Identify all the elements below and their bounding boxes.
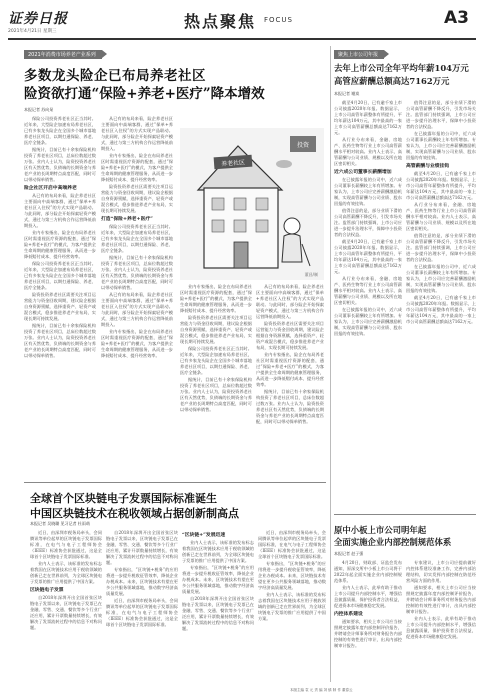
paragraph: 从已有的布局来看，险企养老社区主要面向中高端客群，通过“保单+养老社区入住权”的方式实现产品联动。与此同时，部分险企开始探索轻资产模式，通过与第三方机构合作运营降低前期投入。 <box>101 292 173 327</box>
right1-column-2 <box>406 100 476 510</box>
right2-headline-line1: 原中小板上市公司明年起 <box>334 525 427 535</box>
story1-column-1 <box>24 116 96 476</box>
story1-tag: 2021年消费市场养老产业系列 <box>24 50 102 59</box>
story2-headline-line2: 中国区块链技术在税收领域占据创新制高点 <box>30 507 239 520</box>
page-number: A3 <box>444 8 469 28</box>
paragraph: 截至4月20日，已有逾千家上市公司披露2020年年报。数据显示，上市公司高管年薪整体有所提升，平均年薪达104万元，其中最高的一家上市公司高管薪酬总额高达7162万元。 <box>406 295 476 324</box>
paper-logo: 证券日报 <box>8 11 68 27</box>
paragraph: 自2018年深圳开出全国首张区块链电子发票以来，区块链电子发票已在金融、零售、交通、餐饮等多个行业广泛应用，累计开票数量持续增长，有效解决了发票流转过程中的信息不对称问题。 <box>182 596 254 631</box>
paragraph: 业内人士表示，该标准的发布标志着我国在区块链技术应用于税收领域的创新已走在世界前列，为全球区块链电子发票的推广应用提供了中国方案。 <box>182 540 254 563</box>
paragraph: 值得注意的是，部分业绩下滑的公司高管薪酬不降反升，引发市场关注。监管部门持续强调，上市公司应进一步提升治理水平，保障中小投资者的合法权益。 <box>334 208 402 237</box>
paragraph: 业内人士表示，此举有助于推动上市公司提升内部控制水平，增强信息披露质量，保护投资者合法权益，促进资本市场健康稳定发展。 <box>406 616 476 639</box>
subheading: 打造“保险+养老+医疗” <box>101 216 153 222</box>
paragraph: 险资投资养老社区需要关注项目运营能力与资金回收周期，建议险企根据自身资源禀赋，选择重资产、轻资产或混合模式，稳步推进养老产业布局，实现长期可持续发展。 <box>256 321 324 350</box>
paragraph: 业内专家指出，险企在布局养老社区时需重视医疗资源的配套，通过“保险+养老+医疗”的模式，为客户提供全生命周期的健康管理服务，从而进一步降低赔付成本、提升经营效率。 <box>101 329 173 358</box>
paragraph: 从已有的布局来看，险企养老社区主要面向中高端客群，通过“保单+养老社区入住权”的方式实现产品联动。与此同时，部分险企开始探索轻资产模式，通过与第三方机构合作运营降低前期投入。 <box>101 116 173 151</box>
subheading: 内控体系建设 <box>334 611 363 617</box>
story1-byline: 本报记者 苏向杲 <box>24 107 54 112</box>
paragraph: 从行业分布来看，金融、房地产、医药生物等行业上市公司高管薪酬水平相对较高。业内人士表示，高管薪酬与公司业绩、规模以及所在地区密切相关。 <box>406 202 476 231</box>
subheading: 险企社区开启中高端养老 <box>24 185 77 191</box>
paragraph: 业内专家指出，险企在布局养老社区时需重视医疗资源的配套，通过“保险+养老+医疗”的模式，为客户提供全生命周期的健康管理服务，从而进一步降低赔付成本、提升经营效率。 <box>101 153 173 182</box>
paragraph: 在已披露年报的公司中，近六成公司董事长薪酬较上年有所增加。专家认为，上市公司应完善薪酬激励机制，实现高管薪酬与公司业绩、股东回报的有效挂钩。 <box>406 264 476 293</box>
paragraph: 在已披露年报的公司中，近六成公司董事长薪酬较上年有所增加。专家认为，上市公司应完善薪酬激励机制，实现高管薪酬与公司业绩、股东回报的有效挂钩。 <box>334 307 402 336</box>
paragraph: 截至4月20日，已有逾千家上市公司披露2020年年报。数据显示，上市公司高管年薪整体有所提升，平均年薪达104万元，其中最高的一家上市公司高管薪酬总额高达7162万元。 <box>406 171 476 200</box>
coin-icon <box>276 160 292 168</box>
page-footer: 本版主编 袁 元 责 编 刘 慎 制 作 董春云 <box>290 688 353 692</box>
subheading: 区块链电子发票 <box>30 587 64 593</box>
story1-column-4 <box>256 284 324 476</box>
story1-column-2 <box>101 116 173 476</box>
illustration-credit: 董昌/制 <box>304 272 318 277</box>
paragraph: 业内专家指出，险企在布局养老社区时需重视医疗资源的配套，通过“保险+养老+医疗”的模式，为客户提供全生命周期的健康管理服务，从而进一步降低赔付成本、提升经营效率。 <box>24 230 96 259</box>
story2-column-4 <box>258 530 326 682</box>
right2-byline: 本报记者 赵子强 <box>334 551 364 556</box>
section-title: 热点聚焦 <box>184 12 257 31</box>
story2-headline-line1: 全球首个区块链电子发票国际标准诞生 <box>30 492 217 505</box>
right2-column-2 <box>406 560 476 684</box>
paragraph: 从行业分布来看，金融、房地产、医药生物等行业上市公司高管薪酬水平相对较高。业内人士表示，高管薪酬与公司业绩、规模以及所在地区密切相关。 <box>334 276 402 305</box>
paragraph: 业内专家指出，险企在布局养老社区时需重视医疗资源的配套，通过“保险+养老+医疗”的模式，为客户提供全生命周期的健康管理服务，从而进一步降低赔付成本、提升经营效率。 <box>180 284 252 313</box>
paragraph: 保险公司投资养老社区正当其时。近年来，大型险企加速布局养老社区，已有多家龙头险企在全国多个城市落地养老社区项目，以期打通保险、养老、医疗全链条。 <box>24 116 96 145</box>
right2-headline-line2: 全面实施企业内部控制规范体系 <box>334 537 452 547</box>
paragraph: 保险公司投资养老社区正当其时。近年来，大型险企加速布局养老社区，已有多家龙头险企在全国多个城市落地养老社区项目，以期打通保险、养老、医疗全链条。 <box>101 224 173 253</box>
paragraph: 保险公司投资养老社区正当其时。近年来，大型险企加速布局养老社区，已有多家龙头险企在全国多个城市落地养老社区项目，以期打通保险、养老、医疗全链条。 <box>180 346 252 375</box>
subheading: 高管薪酬与业绩挂钩 <box>406 163 450 169</box>
paragraph: 自2018年深圳开出全国首张区块链电子发票以来，区块链电子发票已在金融、零售、交通、餐饮等多个行业广泛应用，累计开票数量持续增长，有效解决了发票流转过程中的信息不对称问题。 <box>106 530 178 565</box>
story2-column-2 <box>106 530 178 682</box>
paragraph: 据统计，目前已有十余家保险机构投资了养老社区项目，总床位数超过数万张。业内人士认为，险资投资养老社区有天然优势，负债端的长期资金与养老产业的长周期特点高度匹配，同时可以带动保单销售。 <box>101 255 173 290</box>
right1-tag: 聚焦上市公司年报 <box>334 50 384 59</box>
section-divider <box>334 514 476 515</box>
right1-headline-line1: 去年上市公司全年平均年薪104万元 <box>334 63 469 73</box>
paragraph: 据统计，目前已有十余家保险机构投资了养老社区项目，总床位数超过数万张。业内人士认为，险资投资养老社区有天然优势，负债端的长期资金与养老产业的长周期特点高度匹配，同时可以带动保单销售。 <box>256 389 324 424</box>
paragraph: 专家指出，“区块链+税务”的应用将进一步提升税收征管效率，降低企业办税成本。未来，区块链技术有望在更多公共服务领域落地，推动数字经济高质量发展。 <box>106 567 178 596</box>
paragraph: 从已有的布局来看，险企养老社区主要面向中高端客群，通过“保单+养老社区入住权”的方式实现产品联动。与此同时，部分险企开始探索轻资产模式，通过与第三方机构合作运营降低前期投入。 <box>24 193 96 228</box>
house-sign-text: 养老社区 <box>220 159 246 168</box>
story2-column-1 <box>30 530 102 682</box>
paragraph: 险资投资养老社区需要关注项目运营能力与资金回收周期，建议险企根据自身资源禀赋，选择重资产、轻资产或混合模式，稳步推进养老产业布局，实现长期可持续发展。 <box>24 292 96 321</box>
story1-headline-line1: 多数龙头险企已布局养老社区 <box>24 68 206 84</box>
paragraph: 从已有的布局来看，险企养老社区主要面向中高端客群，通过“保单+养老社区入住权”的方式实现产品联动。与此同时，部分险企开始探索轻资产模式，通过与第三方机构合作运营降低前期投入。 <box>256 284 324 319</box>
paragraph: 值得注意的是，部分业绩下滑的公司高管薪酬不降反升，引发市场关注。监管部门持续强调，上市公司应进一步提升治理水平，保障中小投资者的合法权益。 <box>406 233 476 262</box>
house-illustration <box>180 128 324 280</box>
right1-headline-line2: 高管应薪酬总额高达7162万元 <box>334 76 450 86</box>
subheading: 近六成公司董事长薪酬增加 <box>334 169 392 175</box>
paragraph: 业内人士表示，该标准的发布标志着我国在区块链技术应用于税收领域的创新已走在世界前列，为全球区块链电子发票的推广应用提供了中国方案。 <box>258 592 326 621</box>
story1-column-3 <box>180 284 252 476</box>
paragraph: 险资投资养老社区需要关注项目运营能力与资金回收周期，建议险企根据自身资源禀赋，选择重资产、轻资产或混合模式，稳步推进养老产业布局，实现长期可持续发展。 <box>101 184 173 213</box>
paragraph: 据统计，目前已有十余家保险机构投资了养老社区项目，总床位数超过数万张。业内人士认为，险资投资养老社区有天然优势，负债端的长期资金与养老产业的长周期特点高度匹配，同时可以带动保单销售。 <box>24 323 96 358</box>
story2-byline: 本报记者 吴晓璐 见习记者 杜雨萌 <box>30 521 90 526</box>
paragraph: 通知要求，相关上市公司应当按照规定披露年度内部控制评价报告，并聘请会计师事务所对财务报告内部控制的有效性进行审计，出具内部控制审计报告。 <box>334 619 402 648</box>
right1-byline: 本报记者 谢岚 <box>334 91 360 96</box>
paragraph: 专家建议，上市公司应提前做好内控体系建设准备工作，完善内部治理结构，切实发挥内部控制在防范经营风险方面的作用。 <box>406 560 476 583</box>
paragraph: 险资投资养老社区需要关注项目运营能力与资金回收周期，建议险企根据自身资源禀赋，选择重资产、轻资产或混合模式，稳步推进养老产业布局，实现长期可持续发展。 <box>180 315 252 344</box>
paragraph: 专家指出，“区块链+税务”的应用将进一步提升税收征管效率，降低企业办税成本。未来，区块链技术有望在更多公共服务领域落地，推动数字经济高质量发展。 <box>258 561 326 590</box>
paragraph: 据统计，目前已有十余家保险机构投资了养老社区项目，总床位数超过数万张。业内人士认为，险资投资养老社区有天然优势，负债端的长期资金与养老产业的长周期特点高度匹配，同时可以带动保单销售。 <box>180 377 252 412</box>
column-divider <box>330 46 331 682</box>
paragraph: 近日，由深圳市税务局牵头，会同腾讯等单位起草的区块链电子发票国际标准，在电气与电子工程师协会（IEEE）标准协会获批通过，这是全球首个区块链电子发票国际标准。 <box>106 598 178 627</box>
paragraph: 通知要求，相关上市公司应当按照规定披露年度内部控制评价报告，并聘请会计师事务所对财务报告内部控制的有效性进行审计，出具内部控制审计报告。 <box>406 585 476 614</box>
paragraph: 专家指出，“区块链+税务”的应用将进一步提升税收征管效率，降低企业办税成本。未来，区块链技术有望在更多公共服务领域落地，推动数字经济高质量发展。 <box>182 565 254 594</box>
paragraph: 自2018年深圳开出全国首张区块链电子发票以来，区块链电子发票已在金融、零售、交通、餐饮等多个行业广泛应用，累计开票数量持续增长，有效解决了发票流转过程中的信息不对称问题。 <box>30 595 102 630</box>
paragraph: 值得注意的是，部分业绩下滑的公司高管薪酬不降反升，引发市场关注。监管部门持续强调，上市公司应进一步提升治理水平，保障中小投资者的合法权益。 <box>406 100 476 129</box>
paragraph: 业内专家指出，险企在布局养老社区时需重视医疗资源的配套，通过“保险+养老+医疗”的模式，为客户提供全生命周期的健康管理服务，从而进一步降低赔付成本、提升经营效率。 <box>256 352 324 387</box>
masthead <box>8 6 476 40</box>
issue-date: 2021年4月21日 星期三 <box>8 29 57 34</box>
section-divider <box>24 482 326 483</box>
paragraph: 在已披露年报的公司中，近六成公司董事长薪酬较上年有所增加。专家认为，上市公司应完善薪酬激励机制，实现高管薪酬与公司业绩、股东回报的有效挂钩。 <box>406 131 476 160</box>
paragraph: 在已披露年报的公司中，近六成公司董事长薪酬较上年有所增加。专家认为，上市公司应完善薪酬激励机制，实现高管薪酬与公司业绩、股东回报的有效挂钩。 <box>334 177 402 206</box>
paragraph: 4月20日，财政部、证监会发布通知，原深交所中小板上市公司将于2022年起全面实施企业内部控制规范体系。 <box>334 560 402 583</box>
paragraph: 从行业分布来看，金融、房地产、医药生物等行业上市公司高管薪酬水平相对较高。业内人士表示，高管薪酬与公司业绩、规模以及所在地区密切相关。 <box>334 137 402 166</box>
right2-column-1 <box>334 560 402 684</box>
paragraph: 据统计，目前已有十余家保险机构投资了养老社区项目，总床位数超过数万张。业内人士认为，险资投资养老社区有天然优势，负债端的长期资金与养老产业的长周期特点高度匹配，同时可以带动保单销售。 <box>24 147 96 182</box>
story1-headline-line2: 险资欲打通“保险+养老+医疗”降本增效 <box>24 86 265 102</box>
paragraph: 截至4月20日，已有逾千家上市公司披露2020年年报。数据显示，上市公司高管年薪整体有所提升，平均年薪达104万元，其中最高的一家上市公司高管薪酬总额高达7162万元。 <box>334 100 402 135</box>
paragraph: 近日，由深圳市税务局牵头，会同腾讯等单位起草的区块链电子发票国际标准，在电气与电子工程师协会（IEEE）标准协会获批通过，这是全球首个区块链电子发票国际标准。 <box>30 530 102 559</box>
story2-column-3 <box>182 530 254 682</box>
house-door <box>234 242 248 268</box>
paragraph: 近日，由深圳市税务局牵头，会同腾讯等单位起草的区块链电子发票国际标准，在电气与电子工程师协会（IEEE）标准协会获批通过，这是全球首个区块链电子发票国际标准。 <box>258 530 326 559</box>
subheading: “区块链+”发展迅速 <box>182 532 226 538</box>
section-title-en: FOCUS <box>264 16 293 24</box>
flag-text: 投资 <box>296 142 310 149</box>
paragraph: 截至4月20日，已有逾千家上市公司披露2020年年报。数据显示，上市公司高管年薪整体有所提升，平均年薪达104万元，其中最高的一家上市公司高管薪酬总额高达7162万元。 <box>334 239 402 274</box>
right1-column-1 <box>334 100 402 510</box>
paragraph: 保险公司投资养老社区正当其时。近年来，大型险企加速布局养老社区，已有多家龙头险企在全国多个城市落地养老社区项目，以期打通保险、养老、医疗全链条。 <box>24 261 96 290</box>
paragraph: 业内人士表示，此举有助于推动上市公司提升内部控制水平，增强信息披露质量，保护投资者合法权益，促进资本市场健康稳定发展。 <box>334 585 402 608</box>
paragraph: 业内人士表示，该标准的发布标志着我国在区块链技术应用于税收领域的创新已走在世界前列，为全球区块链电子发票的推广应用提供了中国方案。 <box>30 561 102 584</box>
